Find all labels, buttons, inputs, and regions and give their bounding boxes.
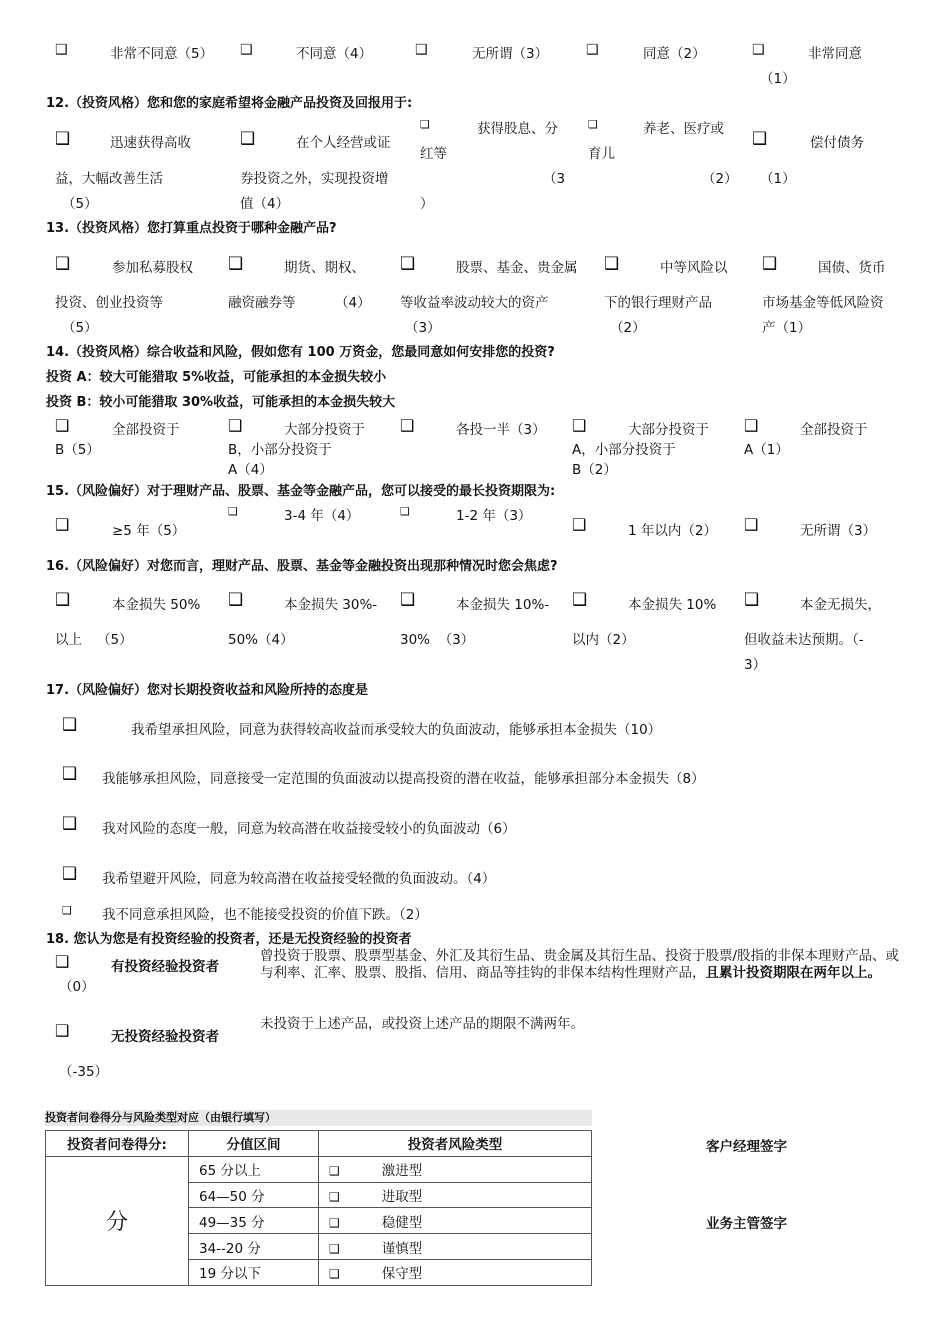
q13-option-4-line2: 下的银行理财产品 [604,295,712,311]
q13-option-1-score: （5） [62,320,98,336]
range-cell: 19 分以下 [189,1259,319,1285]
q12-option-5: 偿付债务 [810,135,864,151]
q18-title: 18. 您认为您是有投资经验的投资者，还是无投资经验的投资者 [46,932,412,947]
checkbox-icon[interactable]: ❑ [572,416,587,435]
q17-option-4: 我希望避开风险，同意为较高潜在收益接受轻微的负面波动。（4） [102,871,496,887]
q16-option-4: 本金损失 10% [628,597,717,613]
checkbox-icon[interactable]: ❑ [240,42,253,58]
q12-option-3: 获得股息、分 [477,121,558,137]
risk-type-cell [319,1156,592,1182]
checkbox-icon[interactable]: ❑ [62,864,78,884]
q13-option-4-score: （2） [610,320,646,336]
checkbox-icon[interactable]: ❑ [55,952,70,971]
q13-option-5-score: 产（1） [762,320,812,336]
q11-option-4: 同意（2） [643,46,706,62]
q13-option-2-line2: 融资融券等 [228,295,296,311]
q14-investment-b: 投资 B：较小可能猎取 30%收益，可能承担的本金损失较大 [46,395,396,410]
checkbox-icon[interactable]: ❑ [55,590,71,610]
q13-option-5: 国债、货币 [818,260,886,276]
q17-option-1: 我希望承担风险，同意为获得较高收益而承受较大的负面波动，能够承担本金损失（10） [131,722,662,738]
checkbox-icon[interactable]: ❑ [55,42,68,58]
q13-option-1: 参加私募股权 [112,260,193,276]
q16-option-5-score: 3） [744,657,767,673]
checkbox-icon[interactable]: ❑ [329,1215,340,1230]
q17-option-2: 我能够承担风险，同意接受一定范围的负面波动以提高投资的潜在收益，能够承担部分本金损失（8） [102,771,705,787]
q16-title: 16.（风险偏好）对您而言，理财产品、股票、基金等金融投资出现那种情况时您会焦虑? [46,559,558,574]
risk-type-cell [319,1234,592,1260]
q15-title: 15.（风险偏好）对于理财产品、股票、基金等金融产品，您可以接受的最长投资期限为: [46,484,556,499]
q12-option-1-line2: 益，大幅改善生活 [55,171,163,187]
checkbox-icon[interactable]: ❑ [329,1241,340,1256]
checkbox-icon[interactable]: ❑ [400,416,415,435]
q18-option-1: 有投资经验投资者 [111,959,219,975]
checkbox-icon[interactable]: ❑ [572,590,588,610]
q16-option-1: 本金损失 50% [112,597,201,613]
checkbox-icon[interactable]: ❑ [329,1189,340,1204]
q14-option-5-score: A（1） [744,442,789,458]
q11-option-5: 非常同意 [808,46,862,62]
risk-type-label: 进取型 [381,1188,423,1205]
q12-option-1: 迅速获得高收 [110,135,191,151]
q16-option-1-line2: 以上 [55,632,82,648]
risk-type-cell [319,1208,592,1234]
q14-option-4-score: B（2） [572,462,617,478]
risk-type-label: 激进型 [381,1163,423,1180]
checkbox-icon[interactable]: ❑ [55,129,71,149]
q18-desc-bold: 且累计投资期限在两年以上。 [705,965,881,981]
q12-option-2-score: 值（4） [240,196,290,212]
q12-option-4-score: （2） [702,171,738,187]
manager-signature-label: 客户经理签字 [706,1139,787,1155]
checkbox-icon[interactable]: ❑ [228,590,244,610]
q12-option-4: 养老、医疗或 [643,121,724,137]
checkbox-icon[interactable]: ❑ [420,118,430,131]
checkbox-icon[interactable]: ❑ [744,515,759,534]
q17-title: 17.（风险偏好）您对长期投资收益和风险所持的态度是 [46,683,369,698]
q14-option-2-line2: B，小部分投资于 [228,442,332,458]
score-risk-table [45,1130,592,1286]
checkbox-icon[interactable]: ❑ [744,416,759,435]
q14-option-5: 全部投资于 [800,422,868,438]
q14-option-4-line2: A，小部分投资于 [572,442,676,458]
q12-option-1-score: （5） [62,196,98,212]
range-cell: 49—35 分 [189,1208,319,1234]
risk-type-cell [319,1182,592,1208]
q13-title: 13.（投资风格）您打算重点投资于哪种金融产品? [46,221,337,236]
q14-option-4: 大部分投资于 [628,422,709,438]
q13-option-2: 期货、期权、 [284,260,365,276]
header-range: 分值区间 [189,1131,319,1157]
checkbox-icon[interactable]: ❑ [55,1021,70,1040]
checkbox-icon[interactable]: ❑ [752,42,765,58]
q12-title: 12.（投资风格）您和您的家庭希望将金融产品投资及回报用于: [46,96,413,111]
q16-option-5-line2: 但收益未达预期。（- [744,632,864,648]
risk-type-label: 谨慎型 [381,1240,423,1257]
q11-option-1: 非常不同意（5） [110,46,214,62]
q11-option-5-score: （1） [760,71,796,87]
q13-option-3-line2: 等收益率波动较大的资产 [400,295,549,311]
checkbox-icon[interactable]: ❑ [228,416,243,435]
q12-option-2-line2: 券投资之外，实现投资增 [240,171,389,187]
checkbox-icon[interactable]: ❑ [604,254,620,274]
checkbox-icon[interactable]: ❑ [329,1164,340,1179]
q15-option-3: 1-2 年（3） [456,508,532,524]
checkbox-icon[interactable]: ❑ [329,1267,340,1282]
q15-option-4: 1 年以内（2） [628,523,717,539]
checkbox-icon[interactable]: ❑ [55,416,70,435]
q12-option-3-line2: 红等 [420,146,447,162]
risk-type-cell [319,1259,592,1285]
range-cell: 34--20 分 [189,1234,319,1260]
q18-option-2-description: 未投资于上述产品，或投资上述产品的期限不满两年。 [260,1016,584,1032]
checkbox-icon[interactable]: ❑ [588,118,598,131]
checkbox-icon[interactable]: ❑ [752,129,768,149]
q14-title: 14.（投资风格）综合收益和风险，假如您有 100 万资金，您最同意如何安排您的投资? [46,345,555,360]
header-risk-type: 投资者风险类型 [319,1131,592,1157]
q13-option-4: 中等风险以 [660,260,728,276]
q12-option-4-line2: 育儿 [588,146,615,162]
checkbox-icon[interactable]: ❑ [62,814,78,834]
q12-option-3-score: （3 [543,171,566,187]
checkbox-icon[interactable]: ❑ [55,254,71,274]
checkbox-icon[interactable]: ❑ [762,254,778,274]
risk-type-label: 保守型 [381,1266,423,1283]
q16-option-2-score: 50%（4） [228,632,294,648]
q16-option-3-score: 30% （3） [400,632,475,648]
checkbox-icon[interactable]: ❑ [586,42,599,58]
header-score: 投资者问卷得分: [46,1131,189,1157]
risk-type-label: 稳健型 [381,1214,423,1231]
q14-option-2: 大部分投资于 [284,422,365,438]
q16-option-3: 本金损失 10%- [456,597,550,613]
q16-option-1-score: （5） [97,632,133,648]
q16-option-5: 本金无损失， [800,597,881,613]
checkbox-icon[interactable]: ❑ [55,515,70,534]
q14-option-1-score: B（5） [55,442,100,458]
range-cell: 65 分以上 [189,1156,319,1182]
checkbox-icon[interactable]: ❑ [400,590,416,610]
q13-option-2-score: （4） [335,295,371,311]
q14-investment-a: 投资 A：较大可能猎取 5%收益，可能承担的本金损失较小 [46,370,387,385]
supervisor-signature-label: 业务主管签字 [706,1216,787,1232]
result-table-caption: 投资者问卷得分与风险类型对应（由银行填写） [45,1110,592,1126]
q14-option-3: 各投一半（3） [456,422,546,438]
q11-option-2: 不同意（4） [296,46,373,62]
q18-desc-text: 曾投资于股票、股票型基金、外汇及其衍生品、贵金属及其衍生品、投资于股票/股指的非保本理财产品、或与利率、汇率、股票、股指、信用、商品等挂钩的非保本结构性理财产品， [260,948,900,981]
q12-option-2-paren: ） [420,196,434,212]
q18-option-2: 无投资经验投资者 [111,1029,219,1045]
q11-option-3: 无所谓（3） [472,46,549,62]
checkbox-icon[interactable]: ❑ [744,590,760,610]
checkbox-icon[interactable]: ❑ [62,715,78,735]
checkbox-icon[interactable]: ❑ [228,505,238,518]
q16-option-4-score: 以内（2） [572,632,635,648]
q15-option-5: 无所谓（3） [800,523,877,539]
q14-option-1: 全部投资于 [112,422,180,438]
q18-option-2-score: （-35） [59,1064,109,1080]
q13-option-3-score: （3） [405,320,441,336]
q15-option-1: ≥5 年（5） [112,523,186,539]
q12-option-2: 在个人经营或证 [296,135,391,151]
checkbox-icon[interactable]: ❑ [400,505,410,518]
q15-option-2: 3-4 年（4） [284,508,360,524]
range-cell: 64—50 分 [189,1182,319,1208]
checkbox-icon[interactable]: ❑ [240,129,256,149]
checkbox-icon[interactable]: ❑ [400,254,416,274]
checkbox-icon[interactable]: ❑ [228,254,244,274]
q13-option-1-line2: 投资、创业投资等 [55,295,163,311]
q14-option-2-score: A（4） [228,462,273,478]
checkbox-icon[interactable]: ❑ [62,904,72,917]
q16-option-2: 本金损失 30%- [284,597,378,613]
checkbox-icon[interactable]: ❑ [62,764,78,784]
checkbox-icon[interactable]: ❑ [572,515,587,534]
q12-option-5-score: （1） [760,171,796,187]
checkbox-icon[interactable]: ❑ [415,42,428,58]
q17-option-5: 我不同意承担风险，也不能接受投资的价值下跌。（2） [102,907,428,923]
q18-option-1-description [260,948,900,982]
q13-option-5-line2: 市场基金等低风险资 [762,295,884,311]
q13-option-3: 股票、基金、贵金属 [456,260,578,276]
q18-option-1-score: （0） [59,979,95,995]
score-cell[interactable]: 分 [46,1156,189,1285]
q17-option-3: 我对风险的态度一般，同意为较高潜在收益接受较小的负面波动（6） [102,821,516,837]
